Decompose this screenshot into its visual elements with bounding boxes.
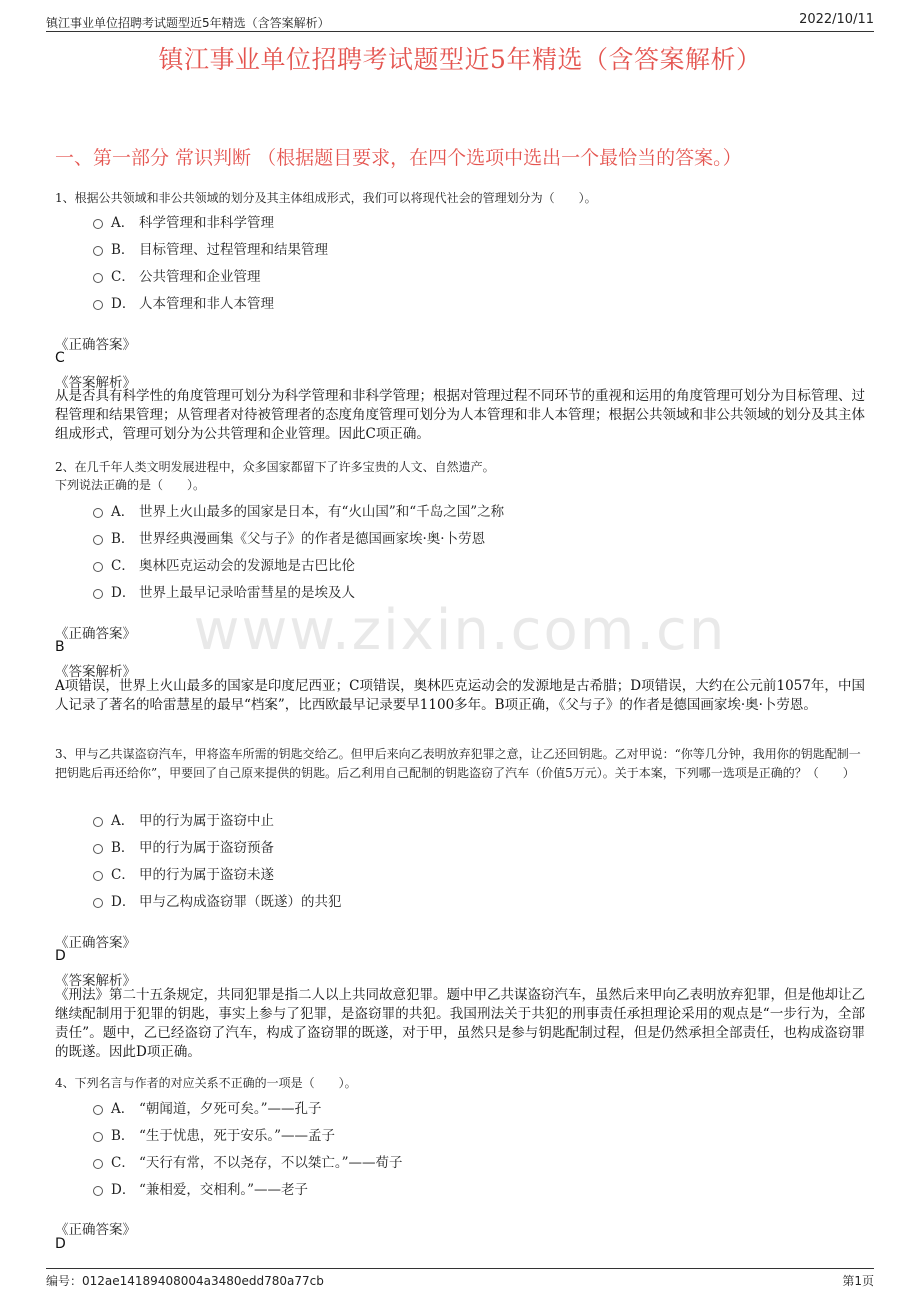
option-text: 世界上火山最多的国家是日本，有“火山国”和“千岛之国”之称 [139,504,505,520]
question-1-option-b[interactable] [93,238,328,258]
question-1-option-c[interactable] [93,265,261,285]
question-4-option-d[interactable] [93,1178,308,1198]
question-3-option-d[interactable] [93,890,342,910]
page-footer [46,1272,874,1289]
question-2-analysis: A项错误，世界上火山最多的国家是印度尼西亚；C项错误，奥林匹克运动会的发源地是古希腊；D项错误，大约在公元前1057年，中国人记录了著名的哈雷慧星的最早“档案”，比西欧最早记录要早1100多年。B项正确，《父与子》的作者是德国画家埃·奥·卜劳恩。 [55,678,865,713]
question-4-answer: D [55,1236,66,1252]
radio-icon[interactable] [93,844,103,854]
radio-icon[interactable] [93,1186,103,1196]
document-title: 镇江事业单位招聘考试题型近5年精选（含答案解析） [158,45,762,74]
option-text: “兼相爱，交相利。”——老子 [139,1182,309,1198]
option-key: D． [111,296,136,312]
radio-icon[interactable] [93,817,103,827]
question-3-analysis-label: 《答案解析》 [55,973,136,989]
watermark: www.zixin.com.cn [193,598,727,663]
option-text: 甲的行为属于盗窃未遂 [139,867,274,883]
option-key: D． [111,585,136,601]
option-key: A． [111,215,135,231]
option-key: C． [111,269,135,285]
radio-icon[interactable] [93,1105,103,1115]
question-3-answer: D [55,948,66,964]
radio-icon[interactable] [93,898,103,908]
page-number: 第1页 [842,1274,874,1288]
radio-icon[interactable] [93,589,103,599]
radio-icon[interactable] [93,508,103,518]
radio-icon[interactable] [93,535,103,545]
option-text: 人本管理和非人本管理 [139,296,274,312]
radio-icon[interactable] [93,871,103,881]
radio-icon[interactable] [93,562,103,572]
radio-icon[interactable] [93,300,103,310]
question-4-option-b[interactable] [93,1124,335,1144]
option-key: A． [111,813,135,829]
question-2-option-a[interactable] [93,500,504,520]
question-2-answer-label: 《正确答案》 [55,626,136,642]
question-3-option-b[interactable] [93,836,274,856]
option-text: 甲的行为属于盗窃预备 [139,840,274,856]
option-text: 公共管理和企业管理 [139,269,261,285]
question-3-analysis: 《刑法》第二十五条规定，共同犯罪是指二人以上共同故意犯罪。题中甲乙共谋盗窃汽车，虽然后来甲向乙表明放弃犯罪，但是他却让乙继续配制用于犯罪的钥匙，事实上参与了犯罪，是盗窃罪的共犯。我国刑法关于共犯的刑事责任承担理论采用的观点是“一步行为，全部责任”。题中，乙已经盗窃了汽车，构成了盗窃罪的既遂，对于甲，虽然只是参与钥匙配制过程，但是仍然承担全部责任，也构成盗窃罪的既遂。因此D项正确。 [55,987,865,1060]
question-4-answer-label: 《正确答案》 [55,1222,136,1238]
option-key: B． [111,840,135,856]
header-date: 2022/10/11 [799,12,874,27]
option-key: B． [111,242,135,258]
question-1-option-d[interactable] [93,292,274,312]
question-3-option-a[interactable] [93,809,274,829]
radio-icon[interactable] [93,219,103,229]
option-key: C． [111,558,135,574]
option-text: “朝闻道，夕死可矣。”——孔子 [139,1101,322,1117]
option-text: 目标管理、过程管理和结果管理 [139,242,328,258]
question-2-text: 2、在几千年人类文明发展进程中，众多国家都留下了许多宝贵的人文、自然遗产。 [55,460,495,474]
option-text: 世界经典漫画集《父与子》的作者是德国画家埃·奥·卜劳恩 [139,531,486,547]
question-2-text-line2: 下列说法正确的是（ ）。 [55,478,206,492]
question-1-answer: C [55,350,65,366]
header-doc-title: 镇江事业单位招聘考试题型近5年精选（含答案解析） [46,16,330,30]
question-2-answer: B [55,639,65,655]
question-3-option-c[interactable] [93,863,274,883]
option-text: 甲与乙构成盗窃罪（既遂）的共犯 [139,894,342,910]
question-4-text: 4、下列名言与作者的对应关系不正确的一项是（ ）。 [55,1076,357,1090]
question-4-option-c[interactable] [93,1151,403,1171]
question-1-text: 1、根据公共领域和非公共领域的划分及其主体组成形式，我们可以将现代社会的管理划分为（ ）。 [55,191,597,205]
question-2-analysis-label: 《答案解析》 [55,664,136,680]
question-3-answer-label: 《正确答案》 [55,935,136,951]
question-1-answer-label: 《正确答案》 [55,337,136,353]
question-2-option-c[interactable] [93,554,355,574]
option-text: 甲的行为属于盗窃中止 [139,813,274,829]
option-key: C． [111,867,135,883]
option-text: “生于忧患，死于安乐。”——孟子 [139,1128,336,1144]
footer-divider [46,1268,874,1269]
option-text: 世界上最早记录哈雷彗星的是埃及人 [139,585,355,601]
option-key: A． [111,1101,135,1117]
document-code: 编号：012ae14189408004a3480edd780a77cb [46,1274,324,1288]
question-3-text: 3、甲与乙共谋盗窃汽车，甲将盗车所需的钥匙交给乙。但甲后来向乙表明放弃犯罪之意，让乙还回钥匙。乙对甲说：“你等几分钟，我用你的钥匙配制一把钥匙后再还给你”，甲要回了自己原来提供的钥匙。后乙利用自己配制的钥匙盗窃了汽车（价值5万元）。关于本案，下列哪一选项是正确的？（ ） [55,747,861,780]
option-key: D． [111,1182,136,1198]
radio-icon[interactable] [93,1132,103,1142]
option-text: 科学管理和非科学管理 [139,215,274,231]
radio-icon[interactable] [93,1159,103,1169]
radio-icon[interactable] [93,246,103,256]
header-divider [46,31,874,32]
option-key: A． [111,504,135,520]
question-1-analysis: 从是否具有科学性的角度管理可划分为科学管理和非科学管理；根据对管理过程不同环节的重视和运用的角度管理可划分为目标管理、过程管理和结果管理；从管理者对待被管理者的态度角度管理可划分为人本管理和非人本管理；根据公共领域和非公共领域的划分及其主体组成形式，管理可划分为公共管理和企业管理。因此C项正确。 [55,388,865,442]
radio-icon[interactable] [93,273,103,283]
question-1-analysis-label: 《答案解析》 [55,375,136,391]
question-1-option-a[interactable] [93,211,274,231]
option-key: B． [111,1128,135,1144]
option-key: B． [111,531,135,547]
option-text: 奥林匹克运动会的发源地是古巴比伦 [139,558,355,574]
option-key: C． [111,1155,135,1171]
question-4-option-a[interactable] [93,1097,322,1117]
section-heading: 一、第一部分 常识判断 （根据题目要求，在四个选项中选出一个最恰当的答案。） [55,147,742,169]
question-2-option-d[interactable] [93,581,355,601]
question-2-option-b[interactable] [93,527,485,547]
option-text: “天行有常，不以尧存，不以桀亡。”——荀子 [139,1155,403,1171]
page-header [46,10,874,30]
option-key: D． [111,894,136,910]
